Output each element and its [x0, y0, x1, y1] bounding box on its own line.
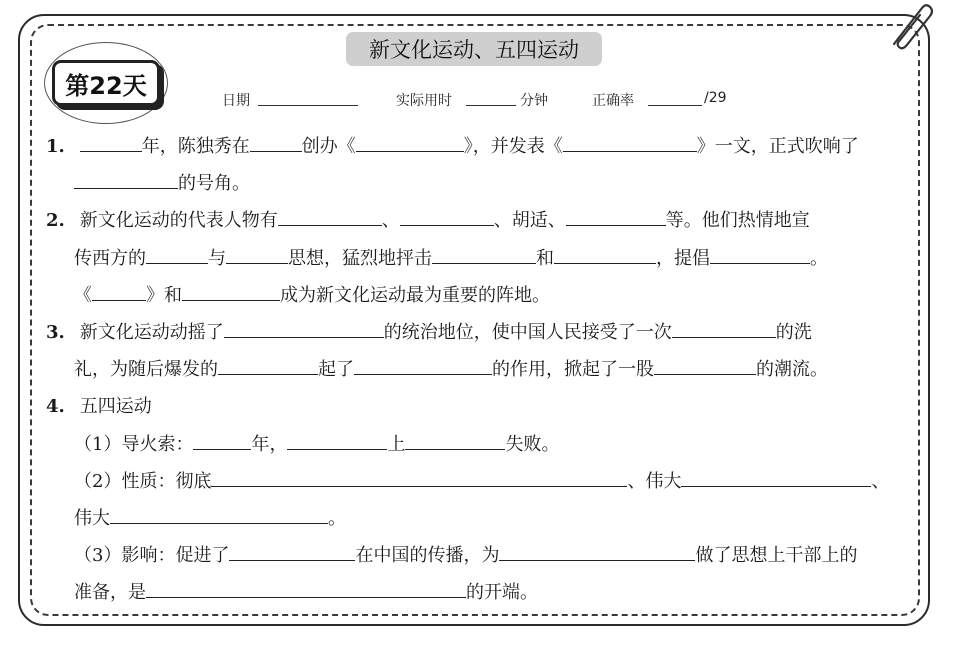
blank[interactable] — [566, 204, 666, 226]
blank[interactable] — [563, 130, 697, 152]
question-text: 新文化运动动摇了 — [79, 321, 224, 343]
question-text: 的作用，掀起了一股 — [492, 359, 654, 381]
question-text: 失败。 — [505, 433, 560, 455]
paper-clip-icon — [884, 0, 936, 50]
blank[interactable] — [74, 167, 178, 189]
blank[interactable] — [146, 576, 466, 598]
question-text: 年， — [251, 433, 288, 455]
blank[interactable] — [193, 428, 251, 450]
blank[interactable] — [654, 353, 756, 375]
question-text: 年，陈独秀在 — [141, 136, 250, 157]
question-text: 、胡适、 — [493, 210, 566, 232]
question-text: 的开端。 — [466, 582, 538, 604]
blank[interactable] — [80, 130, 142, 152]
blank[interactable] — [554, 242, 656, 264]
question-2-line-2 — [46, 240, 916, 277]
question-text: 创办《 — [301, 136, 356, 157]
question-text: 的号角。 — [178, 173, 250, 195]
day-badge: 第22天 — [52, 60, 160, 106]
question-1-number: 1. — [46, 136, 65, 157]
blank[interactable] — [226, 242, 288, 264]
page-title: 新文化运动、五四运动 — [346, 32, 602, 66]
blank[interactable] — [354, 353, 492, 375]
question-3-line-1 — [46, 314, 916, 351]
question-text: 传西方的 — [74, 247, 146, 269]
date-blank[interactable] — [258, 105, 358, 106]
blank[interactable] — [182, 279, 280, 301]
question-4-part-2-line-1 — [46, 463, 916, 500]
blank[interactable] — [710, 242, 810, 264]
question-text: 伟大 — [74, 507, 110, 529]
blank[interactable] — [250, 130, 302, 152]
blank[interactable] — [278, 204, 382, 226]
blank[interactable] — [499, 539, 695, 561]
accuracy-blank[interactable] — [648, 105, 702, 106]
blank[interactable] — [672, 316, 776, 338]
question-1-line-1 — [46, 128, 916, 165]
question-text: 在中国的传播，为 — [355, 545, 500, 567]
blank[interactable] — [400, 204, 494, 226]
question-text: （1）导火索： — [74, 433, 194, 455]
question-4-part-3-line-2 — [46, 574, 916, 611]
question-2-number: 2. — [46, 210, 65, 232]
question-text: 的洗 — [775, 321, 812, 343]
question-text: 五四运动 — [79, 396, 152, 418]
blank[interactable] — [405, 428, 505, 450]
blank[interactable] — [92, 279, 146, 301]
question-4-number: 4. — [46, 396, 65, 418]
time-label: 实际用时 — [396, 93, 452, 109]
question-text: （3）影响：促进了 — [74, 545, 230, 567]
question-text: 思想，猛烈地抨击 — [288, 247, 432, 269]
blank[interactable] — [287, 428, 387, 450]
question-4-heading — [46, 388, 916, 425]
question-2-line-3 — [46, 277, 916, 314]
questions — [46, 128, 916, 611]
question-text: 》和 — [146, 284, 182, 306]
question-text: 、伟大 — [627, 470, 682, 492]
question-text: 礼，为随后爆发的 — [74, 359, 218, 381]
blank[interactable] — [229, 539, 355, 561]
question-text: 的潮流。 — [756, 359, 828, 381]
blank[interactable] — [110, 502, 328, 524]
accuracy-total: /29 — [704, 90, 727, 106]
question-3-number: 3. — [46, 321, 65, 343]
question-text: 和 — [536, 247, 554, 269]
question-text: （2）性质：彻底 — [74, 470, 212, 492]
blank[interactable] — [224, 316, 384, 338]
question-1-line-2 — [46, 165, 916, 202]
question-text: 。 — [328, 507, 346, 529]
question-text: 》，并发表《 — [463, 136, 563, 157]
question-text: 起了 — [318, 359, 354, 381]
question-text: 与 — [208, 247, 226, 269]
time-blank[interactable] — [466, 105, 516, 106]
question-text: 》一文，正式吹响了 — [696, 136, 859, 157]
question-text: 上 — [387, 433, 406, 455]
question-text: ，提倡 — [656, 247, 710, 269]
question-3-line-2 — [46, 351, 916, 388]
question-4-part-3-line-1 — [46, 537, 916, 574]
blank[interactable] — [681, 465, 871, 487]
time-unit: 分钟 — [520, 93, 548, 109]
blank[interactable] — [146, 242, 208, 264]
question-text: 准备，是 — [74, 582, 146, 604]
question-text: 、 — [871, 470, 890, 492]
question-text: 做了思想上干部上的 — [695, 545, 858, 567]
question-text: 《 — [74, 284, 92, 306]
blank[interactable] — [432, 242, 536, 264]
question-text: 成为新文化运动最为重要的阵地。 — [280, 284, 550, 306]
question-text: 新文化运动的代表人物有 — [79, 210, 278, 232]
question-4-part-2-line-2 — [46, 500, 916, 537]
question-text: 的统治地位，使中国人民接受了一次 — [383, 321, 672, 343]
blank[interactable] — [356, 130, 464, 152]
accuracy-label: 正确率 — [592, 93, 634, 109]
question-text: 、 — [381, 210, 400, 232]
worksheet-meta — [222, 90, 782, 112]
question-text: 。 — [810, 247, 828, 269]
blank[interactable] — [211, 465, 627, 487]
blank[interactable] — [218, 353, 318, 375]
date-label: 日期 — [222, 93, 250, 109]
question-2-line-1 — [46, 202, 916, 239]
question-text: 等。他们热情地宣 — [665, 210, 810, 232]
question-4-part-1 — [46, 426, 916, 463]
